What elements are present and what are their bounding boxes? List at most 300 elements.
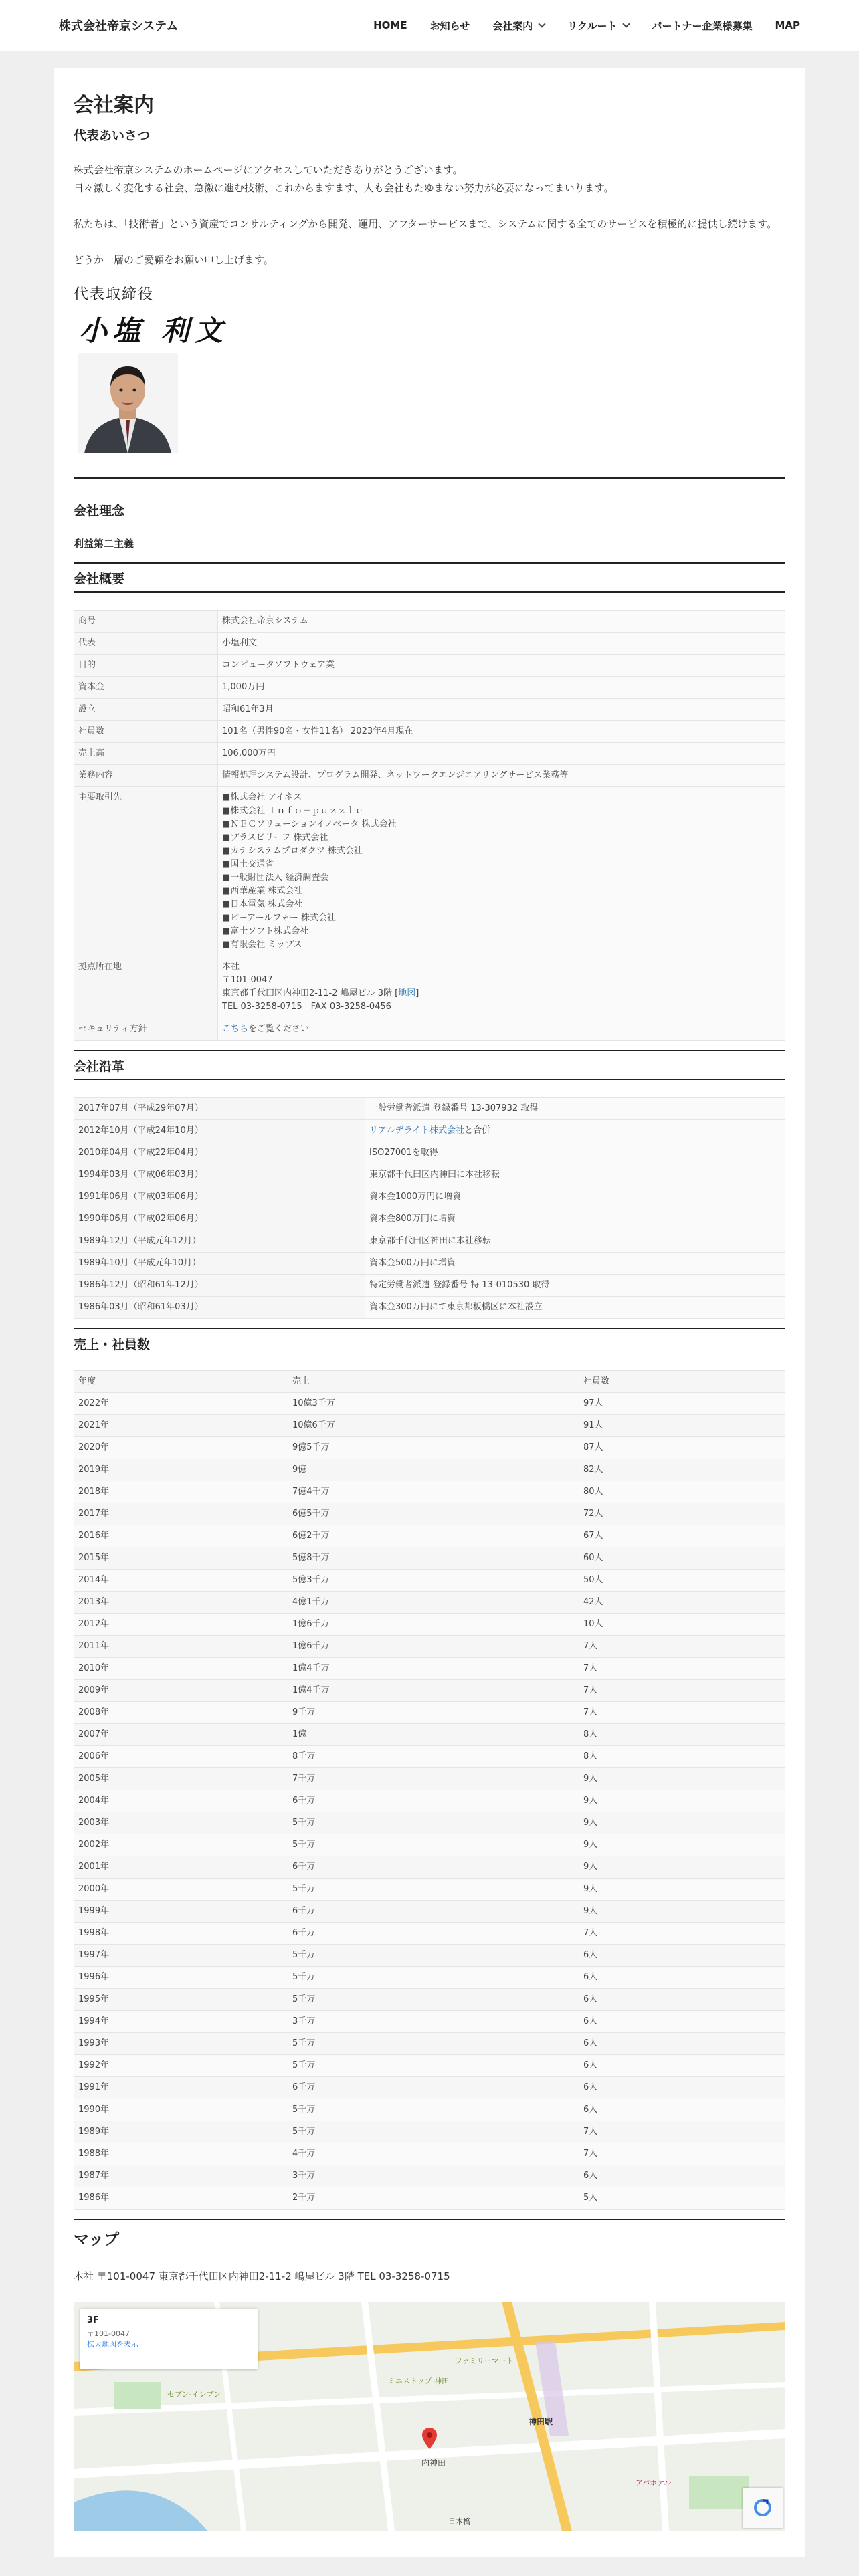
map-info-card [80,2309,258,2369]
table-row [74,1724,785,1746]
table-row [74,1142,785,1164]
site-header [0,0,859,51]
map-address: 本社 〒101-0047 東京都千代田区内神田2-11-2 嶋屋ビル 3階 TEL 03-3258-0715 [74,2270,450,2282]
table-row [74,1945,785,1967]
history-rule [74,1050,785,1051]
sales-year: 2014年 [74,1570,288,1592]
sales-employees: 6人 [579,2033,785,2055]
map-label: 神田駅 [529,2417,553,2426]
sales-revenue: 9千万 [288,1702,579,1724]
sales-employees: 9人 [579,1790,785,1812]
table-row [74,1208,785,1230]
table-row [74,1098,785,1120]
history-event [365,1120,785,1142]
office-info [218,956,785,1018]
table-row [74,1503,785,1525]
overview-value: 小塩利文 [218,633,785,655]
history-event-text: 一般労働者派遣 登録番号 13-307932 取得 [369,1103,539,1113]
table-row [74,1275,785,1297]
sales-employees: 6人 [579,2077,785,2099]
sales-revenue: 9億 [288,1459,579,1481]
sales-employees: 9人 [579,1856,785,1879]
sales-year: 1998年 [74,1923,288,1945]
table-row [74,1856,785,1879]
sales-employees: 8人 [579,1746,785,1768]
sales-revenue: 6千万 [288,2077,579,2099]
philosophy-heading: 会社理念 [74,504,125,518]
sales-year: 2009年 [74,1680,288,1702]
office-address: 東京都千代田区内神田2-11-2 嶋屋ビル 3階 [222,988,393,998]
sales-employees: 9人 [579,1812,785,1834]
sales-employees: 9人 [579,1768,785,1790]
sales-employees: 87人 [579,1437,785,1459]
main-content [54,68,805,2557]
recaptcha-icon [753,2498,773,2518]
client-item: ■株式会社 アイネス [222,792,302,802]
sales-revenue: 5千万 [288,1989,579,2011]
history-date: 1986年12月（昭和61年12月） [74,1275,365,1297]
sales-year: 2013年 [74,1592,288,1614]
sales-year: 1997年 [74,1945,288,1967]
sales-revenue: 5千万 [288,1945,579,1967]
sales-revenue: 5千万 [288,2055,579,2077]
sales-revenue: 6億5千万 [288,1503,579,1525]
signature-name: 小塩 利文 [79,314,228,347]
history-date: 1990年06月（平成02年06月） [74,1208,365,1230]
sales-revenue: 4億1千万 [288,1592,579,1614]
office-name: 本社 [222,962,240,972]
overview-heading: 会社概要 [74,572,125,586]
sales-year: 1990年 [74,2099,288,2121]
sales-employees: 82人 [579,1459,785,1481]
security-info [218,1018,785,1041]
overview-value: 101名（男性90名・女性11名） 2023年4月現在 [218,721,785,743]
sales-employees: 8人 [579,1724,785,1746]
history-rule-bottom [74,1079,785,1080]
table-row [74,1879,785,1901]
table-row [74,1614,785,1636]
office-label: 拠点所在地 [74,956,218,1018]
history-event-text: 特定労働者派遣 登録番号 特 13-010530 取得 [369,1280,550,1290]
history-event-text: 資本金300万円にて東京都板橋区に本社設立 [369,1302,543,1312]
overview-key: 業務内容 [74,765,218,787]
overview-key: 売上高 [74,743,218,765]
sales-revenue: 10億6千万 [288,1415,579,1437]
sales-revenue: 7億4千万 [288,1481,579,1503]
sales-revenue: 1億6千万 [288,1636,579,1658]
sales-revenue: 9億5千万 [288,1437,579,1459]
table-row [74,787,785,956]
sales-year: 2019年 [74,1459,288,1481]
sales-table [74,1370,785,2210]
sales-year: 2012年 [74,1614,288,1636]
sales-employees: 7人 [579,1680,785,1702]
history-date: 2010年04月（平成22年04月） [74,1142,365,1164]
table-row [74,1230,785,1253]
overview-key: 代表 [74,633,218,655]
table-row [74,1253,785,1275]
sales-employees: 9人 [579,1879,785,1901]
sales-employees: 6人 [579,1945,785,1967]
sales-col-year: 年度 [74,1371,288,1393]
sales-year: 2005年 [74,1768,288,1790]
office-zip: 〒101-0047 [222,975,273,985]
sales-revenue: 6千万 [288,1901,579,1923]
history-table [74,1097,785,1319]
table-row [74,699,785,721]
history-event-text: 資本金1000万円に増資 [369,1192,462,1202]
sales-year: 1992年 [74,2055,288,2077]
table-row [74,2121,785,2143]
table-row [74,743,785,765]
office-map-link[interactable]: 地図 [398,988,416,998]
table-row [74,1967,785,1989]
sales-employees: 6人 [579,1967,785,1989]
sales-employees: 7人 [579,2121,785,2143]
map-label: セブン-イレブン [167,2390,221,2399]
sales-revenue: 6億2千万 [288,1525,579,1547]
table-row [74,677,785,699]
sales-employees: 7人 [579,2143,785,2165]
philosophy-motto: 利益第二主義 [74,538,134,550]
overview-value: コンピュータソフトウェア業 [218,655,785,677]
sales-year: 2021年 [74,1415,288,1437]
sales-employees: 6人 [579,2011,785,2033]
sales-employees: 97人 [579,1393,785,1415]
table-row [74,1768,785,1790]
history-date: 1989年10月（平成元年10月） [74,1253,365,1275]
nav-company-label: 会社案内 [492,19,533,32]
table-row [74,1164,785,1186]
nav-recruit-label: リクルート [567,19,617,32]
table-row [74,1120,785,1142]
table-row [74,1459,785,1481]
sales-year: 2008年 [74,1702,288,1724]
table-row [74,1702,785,1724]
history-date: 1986年03月（昭和61年03月） [74,1297,365,1319]
sales-employees: 10人 [579,1614,785,1636]
overview-key: 目的 [74,655,218,677]
history-event [365,1275,785,1297]
table-header-row [74,1371,785,1393]
clients-label: 主要取引先 [74,787,218,956]
greeting-text-3: 私たちは、「技術者」という資産でコンサルティングから開発、運用、アフターサービスまで、システムに関する全てのサービスを積極的に提供し続けます。 [74,218,777,230]
sales-employees: 7人 [579,1702,785,1724]
sales-revenue: 5千万 [288,2033,579,2055]
client-item: ■プラスビリーフ 株式会社 [222,833,328,843]
recaptcha-badge[interactable] [743,2488,783,2528]
sales-employees: 42人 [579,1592,785,1614]
table-row [74,1018,785,1041]
sales-year: 1988年 [74,2143,288,2165]
office-address-line: 東京都千代田区内神田2-11-2 嶋屋ビル 3階 [地図] [222,988,419,998]
history-event [365,1142,785,1164]
sales-year: 2018年 [74,1481,288,1503]
google-map[interactable] [74,2302,785,2531]
table-row [74,956,785,1018]
sales-revenue: 5千万 [288,2121,579,2143]
sales-revenue: 10億3千万 [288,1393,579,1415]
sales-revenue: 5千万 [288,1879,579,1901]
greeting-text-2: 日々激しく変化する社会、急激に進む技術、これからますます、人も会社もたゆまない努力が必要になってまいります。 [74,182,614,194]
sales-year: 2006年 [74,1746,288,1768]
nav-home[interactable]: HOME [373,19,407,31]
table-row [74,765,785,787]
sales-year: 2011年 [74,1636,288,1658]
map-label: アパホテル [636,2478,672,2487]
history-date: 1989年12月（平成元年12月） [74,1230,365,1253]
table-row [74,611,785,633]
map-enlarge-link[interactable]: 拡大地図を表示 [87,2340,138,2349]
map-heading: マップ [74,2231,120,2248]
sales-revenue: 2千万 [288,2187,579,2210]
security-label: セキュリティ方針 [74,1018,218,1041]
history-event [365,1253,785,1275]
sales-employees: 6人 [579,2099,785,2121]
overview-value: 106,000万円 [218,743,785,765]
sales-employees: 80人 [579,1481,785,1503]
sales-year: 2002年 [74,1834,288,1856]
sales-year: 1991年 [74,2077,288,2099]
sales-col-employees: 社員数 [579,1371,785,1393]
table-row [74,2143,785,2165]
history-event-text: ISO27001を取得 [369,1148,438,1158]
sales-revenue: 6千万 [288,1790,579,1812]
sales-employees: 6人 [579,2165,785,2187]
sales-year: 1987年 [74,2165,288,2187]
table-row [74,2011,785,2033]
history-heading: 会社沿革 [74,1059,125,1074]
sales-year: 1999年 [74,1901,288,1923]
table-row [74,1186,785,1208]
history-event [365,1098,785,1120]
sales-revenue: 1億 [288,1724,579,1746]
table-row [74,1437,785,1459]
sales-year: 2004年 [74,1790,288,1812]
overview-key: 設立 [74,699,218,721]
office-tel: TEL 03-3258-0715 FAX 03-3258-0456 [222,1002,391,1012]
client-item: ■日本電気 株式会社 [222,899,303,909]
sales-year: 2017年 [74,1503,288,1525]
map-label: 日本橋 [448,2517,470,2526]
sales-year: 2000年 [74,1879,288,1901]
client-item: ■一般財団法人 経済調査会 [222,873,329,883]
sales-rule [74,1328,785,1329]
table-row [74,2187,785,2210]
overview-value: 1,000万円 [218,677,785,699]
sales-revenue: 7千万 [288,1768,579,1790]
history-event-text: 資本金500万円に増資 [369,1258,456,1268]
overview-value: 情報処理システム設計、プログラム開発、ネットワークエンジニアリングサービス業務等 [218,765,785,787]
map-label: 内神田 [421,2458,446,2468]
client-item: ■カテシステムプロダクツ 株式会社 [222,846,363,856]
table-row [74,1834,785,1856]
map-pin-icon[interactable] [422,2428,437,2449]
sales-employees: 7人 [579,1636,785,1658]
client-item: ■ビーアールフォー 株式会社 [222,913,336,923]
nav-news[interactable]: お知らせ [430,19,470,32]
history-date: 2012年10月（平成24年10月） [74,1120,365,1142]
client-item: ■富士ソフト株式会社 [222,926,309,936]
table-row [74,1297,785,1319]
table-row [74,2033,785,2055]
nav-recruit[interactable] [567,19,629,33]
sales-employees: 9人 [579,1834,785,1856]
sales-revenue: 5億8千万 [288,1547,579,1570]
table-row [74,1547,785,1570]
client-item: ■ＮＥＣソリューションイノベータ 株式会社 [222,819,397,829]
table-row [74,1790,785,1812]
greeting-text-1: 株式会社帝京システムのホームページにアクセスしていただきありがとうございます。 [74,164,463,176]
table-row [74,1592,785,1614]
sales-year: 2010年 [74,1658,288,1680]
overview-rule-bottom [74,591,785,593]
table-row [74,1393,785,1415]
table-row [74,1680,785,1702]
client-item: ■国土交通省 [222,859,274,869]
sales-revenue: 3千万 [288,2011,579,2033]
greeting-heading: 代表あいさつ [74,128,151,143]
nav-company[interactable] [492,19,545,33]
overview-table [74,610,785,1041]
sales-year: 2022年 [74,1393,288,1415]
history-event [365,1230,785,1253]
nav-map[interactable]: MAP [775,19,800,31]
overview-key: 商号 [74,611,218,633]
sales-employees: 7人 [579,1658,785,1680]
sales-year: 1986年 [74,2187,288,2210]
table-row [74,1636,785,1658]
sales-employees: 67人 [579,1525,785,1547]
sales-year: 2007年 [74,1724,288,1746]
sales-revenue: 5千万 [288,1834,579,1856]
overview-value: 株式会社帝京システム [218,611,785,633]
sales-year: 1994年 [74,2011,288,2033]
sales-revenue: 6千万 [288,1923,579,1945]
table-row [74,1923,785,1945]
chevron-down-icon [623,20,630,27]
table-row [74,1658,785,1680]
site-logo[interactable]: 株式会社帝京システム [59,19,179,33]
sales-year: 1995年 [74,1989,288,2011]
table-row [74,1746,785,1768]
page-title: 会社案内 [74,94,154,117]
sales-revenue: 4千万 [288,2143,579,2165]
sales-revenue: 5千万 [288,1967,579,1989]
history-event [365,1297,785,1319]
sales-heading: 売上・社員数 [74,1337,151,1352]
sales-year: 2020年 [74,1437,288,1459]
sales-year: 2015年 [74,1547,288,1570]
sales-employees: 7人 [579,1923,785,1945]
table-row [74,2077,785,2099]
table-row [74,1415,785,1437]
sales-revenue: 8千万 [288,1746,579,1768]
history-event [365,1208,785,1230]
sales-year: 1989年 [74,2121,288,2143]
sales-year: 2016年 [74,1525,288,1547]
sales-revenue: 1億4千万 [288,1658,579,1680]
table-row [74,1989,785,2011]
sales-revenue: 1億6千万 [288,1614,579,1636]
client-item: ■株式会社 Ｉｎｆｏ－ｐｕｚｚｌｅ [222,806,364,816]
security-policy-link[interactable]: こちら [222,1024,249,1034]
map-card-address: 〒101-0047 [87,2329,130,2338]
security-text: をご覧ください [248,1024,310,1034]
section-divider [74,477,785,479]
overview-key: 資本金 [74,677,218,699]
overview-value: 昭和61年3月 [218,699,785,721]
sales-employees: 50人 [579,1570,785,1592]
chevron-down-icon [539,20,546,27]
table-row [74,2099,785,2121]
sales-col-revenue: 売上 [288,1371,579,1393]
history-event-text: 資本金800万円に増資 [369,1214,456,1224]
table-row [74,1481,785,1503]
greeting-text-4: どうか一層のご愛顧をお願い申し上げます。 [74,254,274,266]
table-row [74,655,785,677]
sales-year: 1996年 [74,1967,288,1989]
sales-year: 2003年 [74,1812,288,1834]
table-row [74,1812,785,1834]
sales-employees: 9人 [579,1901,785,1923]
table-row [74,633,785,655]
main-nav [351,19,800,33]
sales-employees: 5人 [579,2187,785,2210]
map-card-title: 3F [87,2315,99,2325]
overview-rule [74,562,785,564]
table-row [74,721,785,743]
history-event [365,1164,785,1186]
history-date: 1994年03月（平成06年03月） [74,1164,365,1186]
table-row [74,1525,785,1547]
sales-year: 2001年 [74,1856,288,1879]
sales-revenue: 6千万 [288,1856,579,1879]
map-label: ファミリーマート [455,2357,514,2365]
sales-employees: 6人 [579,1989,785,2011]
sales-year: 1993年 [74,2033,288,2055]
sales-employees: 91人 [579,1415,785,1437]
clients-list [218,787,785,956]
sales-revenue: 1億4千万 [288,1680,579,1702]
history-date: 1991年06月（平成03年06月） [74,1186,365,1208]
sales-employees: 60人 [579,1547,785,1570]
history-date: 2017年07月（平成29年07月） [74,1098,365,1120]
client-item: ■西華産業 株式会社 [222,886,303,896]
map-label: ミニストップ 神田 [388,2377,450,2385]
client-item: ■有限会社 ミップス [222,940,302,950]
table-row [74,2055,785,2077]
sales-employees: 72人 [579,1503,785,1525]
table-row [74,1901,785,1923]
history-event [365,1186,785,1208]
table-row [74,2165,785,2187]
map-rule [74,2219,785,2220]
history-event-text: 東京都千代田区内神田に本社移転 [369,1170,500,1180]
signature-title: 代表取締役 [74,286,155,303]
history-link[interactable]: リアルデライト株式会社 [369,1125,465,1136]
sales-revenue: 5千万 [288,2099,579,2121]
nav-partner[interactable]: パートナー企業様募集 [652,19,753,32]
sales-revenue: 5千万 [288,1812,579,1834]
table-row [74,1570,785,1592]
sales-revenue: 3千万 [288,2165,579,2187]
sales-revenue: 5億3千万 [288,1570,579,1592]
history-event-text: と合併 [464,1125,491,1136]
sales-employees: 6人 [579,2055,785,2077]
overview-key: 社員数 [74,721,218,743]
history-event-text: 東京都千代田区神田に本社移転 [369,1236,492,1246]
